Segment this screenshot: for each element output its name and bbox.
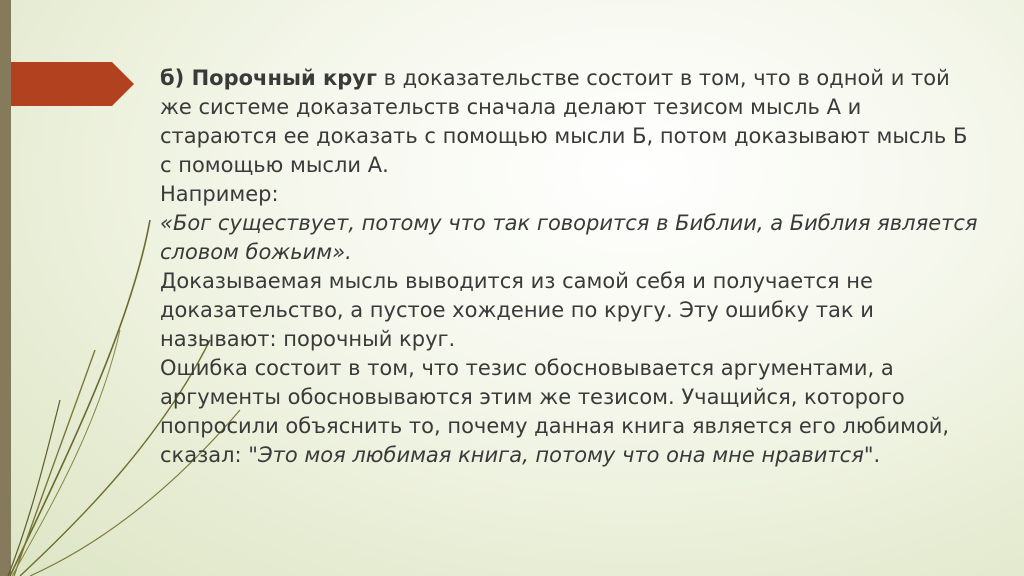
slide-text [124,64,984,470]
term-bold: б) Порочный круг [160,66,377,90]
paragraph-example-quote: «Бог существует, потому что так говорится в Библии, а Библия является словом божьим». [160,211,978,264]
student-quote: Это моя любимая книга, потому что она мне нравится [257,443,864,467]
paragraph-error [124,354,984,470]
paragraph-explanation: Доказываемая мысль выводится из самой себя и получается не доказательство, а пустое хождение по кругу. Эту ошибку так и называют: порочный круг. [160,269,874,351]
paragraph-error-text: Ошибка состоит в том, что тезис обосновывается аргументами, а аргументы обосновываются этим же тезисом. Учащийся, которого попросили объяснить то, почему данная книга является его любимой, сказал: " [160,356,950,467]
paragraph-1-text: в доказательстве состоит в том, что в одной и той же системе доказательств сначала делают тезисом мысль А и стараются ее доказать с помощью мысли Б, потом доказывают мысль Б с помощью мысли А. [160,66,968,177]
paragraph-1 [124,64,984,180]
red-arrow-icon [0,0,140,120]
paragraph-example-label: Например: [160,182,279,206]
quote-end: ". [863,443,881,467]
